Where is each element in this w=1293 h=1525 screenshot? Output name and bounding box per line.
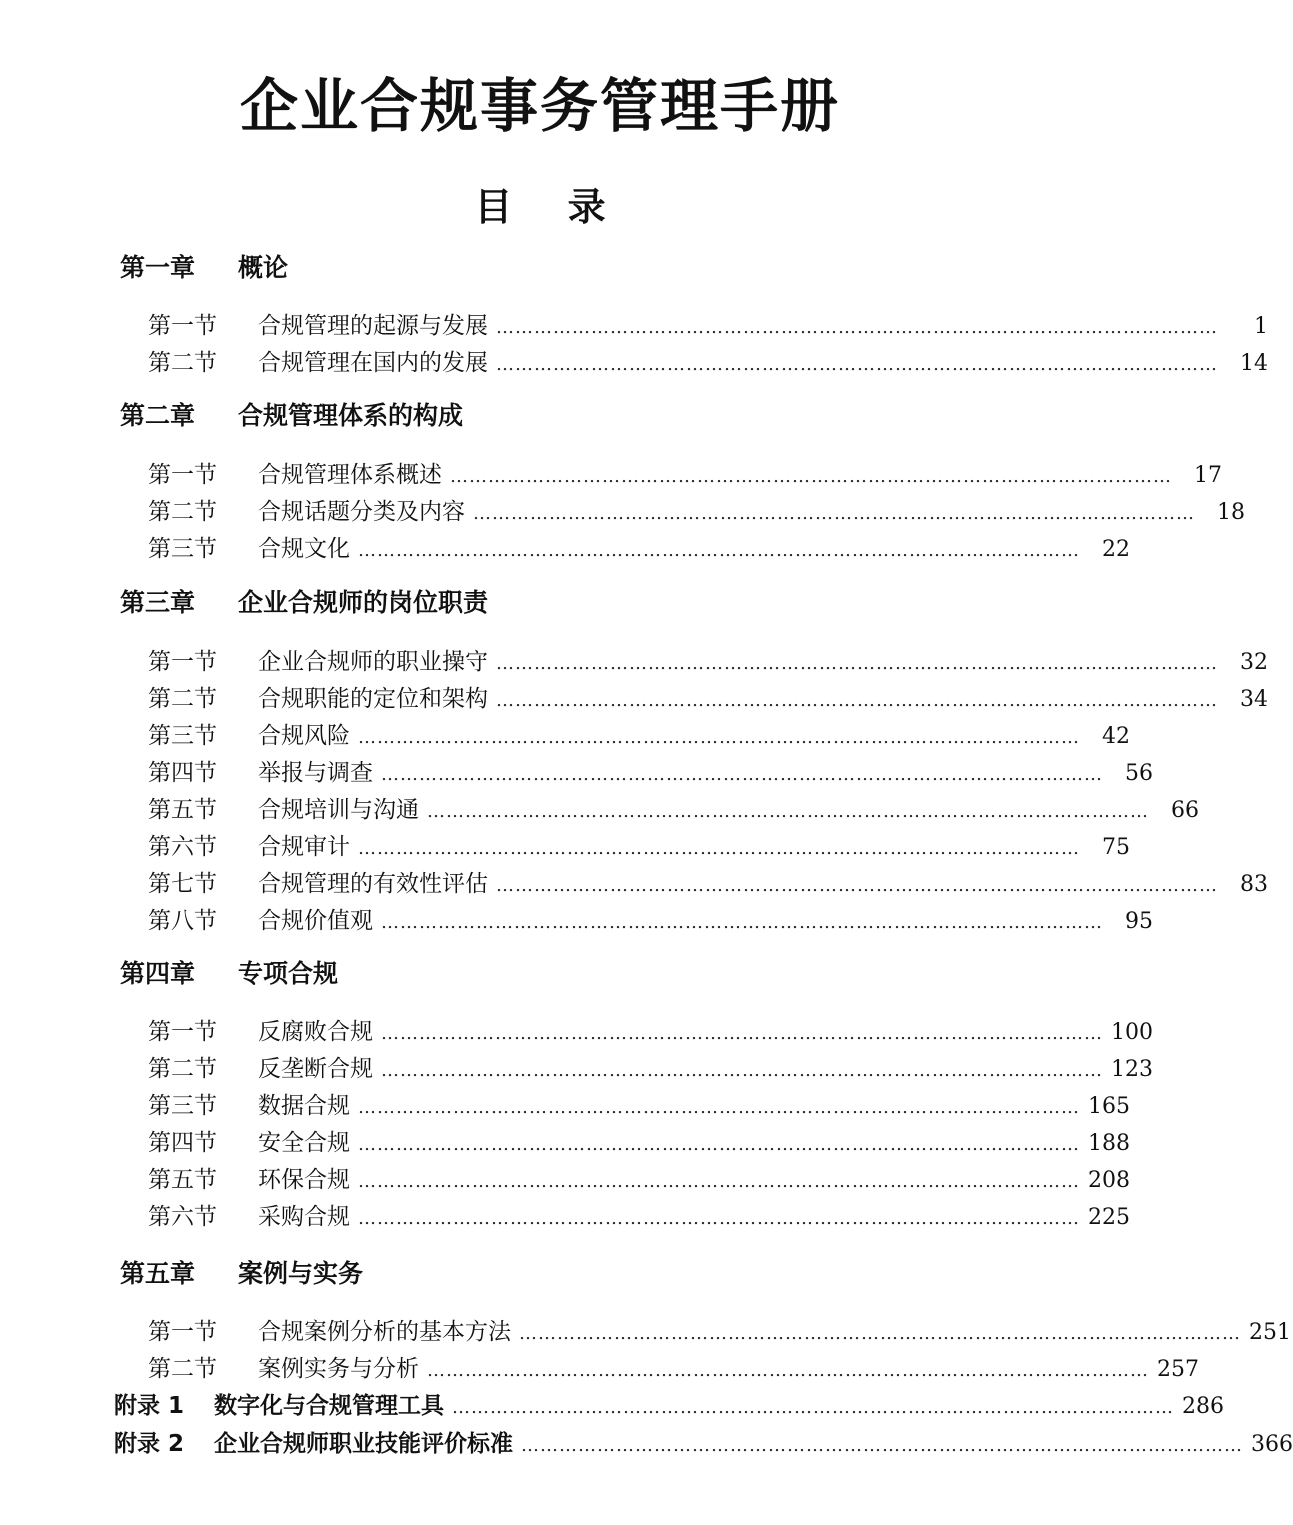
chapter-number: 第二章 — [120, 401, 196, 430]
section-title: 合规管理的有效性评估 — [258, 871, 488, 897]
dot-leader: …………………………………………………………………………………………………… — [358, 1208, 1080, 1229]
dot-leader: …………………………………………………………………………………………………… — [496, 653, 1218, 674]
dot-leader: …………………………………………………………………………………………………… — [427, 1360, 1149, 1381]
page-number: 14 — [1240, 351, 1268, 376]
section-title: 合规风险 — [258, 723, 350, 749]
toc-entry — [0, 903, 1153, 939]
chapter-title: 案例与实务 — [238, 1259, 364, 1288]
toc-entry — [0, 494, 1245, 530]
page-number: 286 — [1182, 1394, 1224, 1419]
page-number: 17 — [1194, 463, 1222, 488]
toc-entry — [0, 1351, 1199, 1387]
dot-leader: …………………………………………………………………………………………………… — [473, 503, 1195, 524]
chapter-title: 企业合规师的岗位职责 — [238, 588, 489, 617]
section-number: 第四节 — [148, 1130, 217, 1156]
appendix-number: 附录 1 — [114, 1393, 185, 1419]
section-title: 合规案例分析的基本方法 — [258, 1319, 511, 1345]
chapter-number: 第四章 — [120, 959, 196, 988]
page-number: 225 — [1088, 1205, 1130, 1230]
page-number: 208 — [1088, 1168, 1130, 1193]
chapter-heading — [120, 585, 488, 621]
dot-leader: …………………………………………………………………………………………………… — [427, 801, 1149, 822]
appendix-title: 企业合规师职业技能评价标准 — [214, 1431, 513, 1457]
page-number: 18 — [1217, 500, 1245, 525]
section-title: 企业合规师的职业操守 — [258, 649, 488, 675]
section-title: 数据合规 — [258, 1093, 350, 1119]
section-number: 第二节 — [148, 350, 217, 376]
dot-leader: …………………………………………………………………………………………………… — [358, 540, 1080, 561]
page-number: 22 — [1102, 537, 1130, 562]
section-number: 第七节 — [148, 871, 217, 897]
page-number: 75 — [1102, 835, 1130, 860]
chapter-title: 专项合规 — [238, 959, 339, 988]
toc-entry — [0, 1199, 1130, 1235]
toc-entry — [0, 531, 1130, 567]
toc-entry — [0, 792, 1199, 828]
section-number: 第三节 — [148, 1093, 217, 1119]
section-title: 合规管理在国内的发展 — [258, 350, 488, 376]
section-number: 第一节 — [148, 313, 217, 339]
section-title: 合规话题分类及内容 — [258, 499, 465, 525]
section-title: 反垄断合规 — [258, 1056, 373, 1082]
dot-leader: …………………………………………………………………………………………………… — [496, 317, 1218, 338]
toc-heading: 目 录 — [474, 185, 606, 229]
section-title: 案例实务与分析 — [258, 1356, 419, 1382]
chapter-heading — [120, 398, 463, 434]
section-title: 安全合规 — [258, 1130, 350, 1156]
chapter-number: 第五章 — [120, 1259, 196, 1288]
dot-leader: …………………………………………………………………………………………………… — [450, 466, 1172, 487]
chapter-number: 第三章 — [120, 588, 196, 617]
section-number: 第二节 — [148, 686, 217, 712]
toc-entry — [0, 1125, 1130, 1161]
toc-entry — [0, 457, 1222, 493]
toc-entry — [0, 1314, 1291, 1350]
section-number: 第六节 — [148, 834, 217, 860]
section-title: 合规管理的起源与发展 — [258, 313, 488, 339]
dot-leader: …………………………………………………………………………………………………… — [358, 1134, 1080, 1155]
toc-entry — [0, 718, 1130, 754]
appendix-title: 数字化与合规管理工具 — [214, 1393, 444, 1419]
page-number: 251 — [1249, 1320, 1291, 1345]
section-number: 第二节 — [148, 1056, 217, 1082]
toc-entry — [0, 1051, 1153, 1087]
toc-entry — [0, 644, 1268, 680]
page-number: 366 — [1251, 1432, 1293, 1457]
dot-leader: …………………………………………………………………………………………………… — [358, 838, 1080, 859]
toc-entry — [0, 1162, 1130, 1198]
toc-entry — [0, 681, 1268, 717]
toc-entry — [0, 829, 1130, 865]
dot-leader: …………………………………………………………………………………………………… — [521, 1435, 1243, 1456]
chapter-number: 第一章 — [120, 253, 196, 282]
page-number: 56 — [1125, 761, 1153, 786]
section-number: 第一节 — [148, 462, 217, 488]
section-title: 举报与调查 — [258, 760, 373, 786]
page-number: 66 — [1171, 798, 1199, 823]
page-number: 123 — [1111, 1057, 1153, 1082]
chapter-heading — [120, 250, 288, 286]
toc-entry — [0, 1014, 1153, 1050]
section-number: 第二节 — [148, 499, 217, 525]
section-title: 合规价值观 — [258, 908, 373, 934]
toc-entry — [0, 1088, 1130, 1124]
section-title: 合规培训与沟通 — [258, 797, 419, 823]
section-title: 合规审计 — [258, 834, 350, 860]
toc-entry — [0, 345, 1268, 381]
dot-leader: …………………………………………………………………………………………………… — [381, 764, 1103, 785]
dot-leader: …………………………………………………………………………………………………… — [358, 1097, 1080, 1118]
section-number: 第一节 — [148, 1019, 217, 1045]
toc-entry-appendix — [0, 1426, 1293, 1462]
appendix-number: 附录 2 — [114, 1431, 185, 1457]
section-number: 第三节 — [148, 536, 217, 562]
section-number: 第二节 — [148, 1356, 217, 1382]
page-number: 34 — [1240, 687, 1268, 712]
section-number: 第五节 — [148, 797, 217, 823]
dot-leader: …………………………………………………………………………………………………… — [452, 1397, 1174, 1418]
page-number: 257 — [1157, 1357, 1199, 1382]
chapter-heading — [120, 956, 338, 992]
page-number: 32 — [1240, 650, 1268, 675]
dot-leader: …………………………………………………………………………………………………… — [358, 727, 1080, 748]
dot-leader: …………………………………………………………………………………………………… — [496, 875, 1218, 896]
toc-entry — [0, 755, 1153, 791]
section-title: 合规管理体系概述 — [258, 462, 442, 488]
toc-entry-appendix — [0, 1388, 1224, 1424]
chapter-heading — [120, 1256, 363, 1292]
section-number: 第八节 — [148, 908, 217, 934]
section-title: 合规文化 — [258, 536, 350, 562]
section-number: 第三节 — [148, 723, 217, 749]
dot-leader: …………………………………………………………………………………………………… — [519, 1323, 1241, 1344]
dot-leader: …………………………………………………………………………………………………… — [381, 1023, 1103, 1044]
page-number: 1 — [1254, 314, 1268, 339]
section-number: 第一节 — [148, 649, 217, 675]
chapter-title: 概论 — [238, 253, 289, 282]
dot-leader: …………………………………………………………………………………………………… — [358, 1171, 1080, 1192]
page-number: 83 — [1240, 872, 1268, 897]
section-title: 采购合规 — [258, 1204, 350, 1230]
section-number: 第一节 — [148, 1319, 217, 1345]
section-title: 合规职能的定位和架构 — [258, 686, 488, 712]
page-number: 42 — [1102, 724, 1130, 749]
page-number: 165 — [1088, 1094, 1130, 1119]
dot-leader: …………………………………………………………………………………………………… — [496, 354, 1218, 375]
chapter-title: 合规管理体系的构成 — [238, 401, 464, 430]
page-number: 100 — [1111, 1020, 1153, 1045]
page-number: 95 — [1125, 909, 1153, 934]
section-title: 反腐败合规 — [258, 1019, 373, 1045]
book-title: 企业合规事务管理手册 — [239, 72, 840, 140]
page-number: 188 — [1088, 1131, 1130, 1156]
toc-entry — [0, 308, 1268, 344]
section-number: 第六节 — [148, 1204, 217, 1230]
dot-leader: …………………………………………………………………………………………………… — [496, 690, 1218, 711]
toc-entry — [0, 866, 1268, 902]
section-number: 第四节 — [148, 760, 217, 786]
dot-leader: …………………………………………………………………………………………………… — [381, 912, 1103, 933]
dot-leader: …………………………………………………………………………………………………… — [381, 1060, 1103, 1081]
section-title: 环保合规 — [258, 1167, 350, 1193]
section-number: 第五节 — [148, 1167, 217, 1193]
